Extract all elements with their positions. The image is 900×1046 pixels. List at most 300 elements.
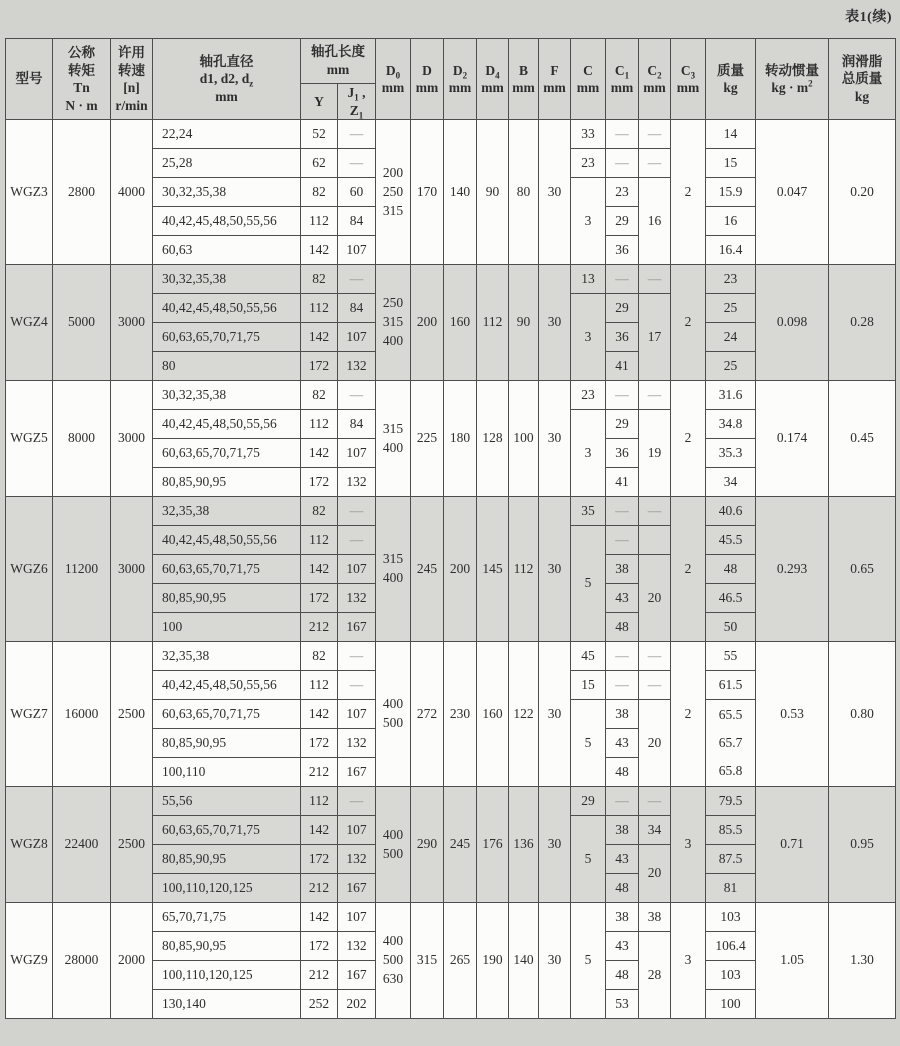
cell-speed: 3000 (111, 497, 153, 642)
header-mass: 质量 kg (706, 39, 756, 120)
cell-b: 112 (509, 497, 539, 642)
cell-d2: 230 (444, 642, 477, 787)
cell-j1z1: 132 (338, 932, 376, 961)
header-speed: 许用 转速 [n] r/min (111, 39, 153, 120)
cell-inertia: 0.098 (756, 265, 829, 381)
cell-c2: — (639, 642, 671, 671)
cell-b: 90 (509, 265, 539, 381)
cell-c1: 29 (606, 410, 639, 439)
table-row (6, 642, 896, 671)
cell-mass: 87.5 (706, 845, 756, 874)
header-D: D mm (411, 39, 444, 120)
cell-bores: 100,110,120,125 (153, 961, 301, 990)
cell-d2: 180 (444, 381, 477, 497)
cell-mass: 15.9 (706, 178, 756, 207)
cell-f: 30 (539, 381, 571, 497)
cell-d0: 315 400 (376, 381, 411, 497)
cell-d4: 160 (477, 642, 509, 787)
cell-y: 82 (301, 265, 338, 294)
cell-mass: 85.5 (706, 816, 756, 845)
cell-c1: — (606, 120, 639, 149)
header-C: C mm (571, 39, 606, 120)
cell-mass: 65.5 65.7 65.8 (706, 700, 756, 787)
cell-speed: 2500 (111, 787, 153, 903)
cell-d4: 112 (477, 265, 509, 381)
cell-torque: 22400 (53, 787, 111, 903)
cell-c1: — (606, 787, 639, 816)
cell-j1z1: 107 (338, 816, 376, 845)
cell-j1z1: 167 (338, 874, 376, 903)
cell-f: 30 (539, 265, 571, 381)
cell-y: 142 (301, 700, 338, 729)
cell-bores: 60,63,65,70,71,75 (153, 555, 301, 584)
cell-mass: 15 (706, 149, 756, 178)
cell-y: 212 (301, 874, 338, 903)
cell-y: 112 (301, 671, 338, 700)
cell-y: 252 (301, 990, 338, 1019)
cell-c2 (639, 526, 671, 555)
cell-mass: 35.3 (706, 439, 756, 468)
cell-b: 80 (509, 120, 539, 265)
cell-c1: 41 (606, 468, 639, 497)
header-D0: $D_0$ mm (376, 39, 411, 120)
cell-d0: 250 315 400 (376, 265, 411, 381)
cell-c1: 43 (606, 932, 639, 961)
cell-c1: 29 (606, 294, 639, 323)
cell-mass: 34 (706, 468, 756, 497)
cell-y: 142 (301, 236, 338, 265)
cell-c2: 38 (639, 903, 671, 932)
cell-bores: 55,56 (153, 787, 301, 816)
header-inertia: 转动惯量 kg · $m^2$ (756, 39, 829, 120)
cell-c3: 3 (671, 903, 706, 1019)
cell-mass: 16.4 (706, 236, 756, 265)
cell-b: 100 (509, 381, 539, 497)
cell-d: 245 (411, 497, 444, 642)
cell-c: 45 (571, 642, 606, 671)
cell-c1: — (606, 671, 639, 700)
cell-c2: 28 (639, 932, 671, 1019)
cell-y: 172 (301, 729, 338, 758)
cell-y: 82 (301, 642, 338, 671)
cell-c2: — (639, 381, 671, 410)
cell-c2: 20 (639, 555, 671, 642)
cell-j1z1: 107 (338, 555, 376, 584)
cell-c2: 19 (639, 410, 671, 497)
cell-y: 142 (301, 816, 338, 845)
cell-mass: 100 (706, 990, 756, 1019)
cell-bores: 60,63,65,70,71,75 (153, 700, 301, 729)
cell-y: 112 (301, 294, 338, 323)
cell-torque: 11200 (53, 497, 111, 642)
cell-bores: 60,63,65,70,71,75 (153, 439, 301, 468)
cell-inertia: 1.05 (756, 903, 829, 1019)
table-row (6, 787, 896, 816)
cell-j1z1: 132 (338, 845, 376, 874)
cell-b: 140 (509, 903, 539, 1019)
cell-y: 172 (301, 468, 338, 497)
cell-f: 30 (539, 903, 571, 1019)
header-F: F mm (539, 39, 571, 120)
cell-b: 122 (509, 642, 539, 787)
header-bore-length: 轴孔长度 mm (301, 39, 376, 84)
cell-f: 30 (539, 497, 571, 642)
cell-c1: 38 (606, 903, 639, 932)
cell-y: 172 (301, 584, 338, 613)
cell-y: 212 (301, 613, 338, 642)
cell-d4: 90 (477, 120, 509, 265)
cell-j1z1: 107 (338, 439, 376, 468)
cell-d2: 200 (444, 497, 477, 642)
cell-j1z1: 202 (338, 990, 376, 1019)
cell-d: 200 (411, 265, 444, 381)
cell-torque: 16000 (53, 642, 111, 787)
table-row (6, 497, 896, 526)
cell-d2: 160 (444, 265, 477, 381)
cell-j1z1: 107 (338, 700, 376, 729)
cell-mass: 103 (706, 903, 756, 932)
cell-c2: 20 (639, 845, 671, 903)
cell-bores: 40,42,45,48,50,55,56 (153, 526, 301, 555)
cell-c1: 38 (606, 700, 639, 729)
cell-speed: 4000 (111, 120, 153, 265)
cell-mass: 16 (706, 207, 756, 236)
cell-bores: 80,85,90,95 (153, 584, 301, 613)
cell-c: 15 (571, 671, 606, 700)
cell-j1z1: — (338, 381, 376, 410)
header-Y: Y (301, 84, 338, 120)
cell-d0: 315 400 (376, 497, 411, 642)
cell-j1z1: 167 (338, 613, 376, 642)
cell-y: 212 (301, 758, 338, 787)
cell-j1z1: 132 (338, 468, 376, 497)
cell-d: 272 (411, 642, 444, 787)
cell-c2: — (639, 120, 671, 149)
cell-mass: 79.5 (706, 787, 756, 816)
cell-model: WGZ5 (6, 381, 53, 497)
cell-c1: 36 (606, 236, 639, 265)
cell-j1z1: 132 (338, 352, 376, 381)
cell-c1: — (606, 497, 639, 526)
cell-y: 62 (301, 149, 338, 178)
cell-j1z1: 132 (338, 729, 376, 758)
cell-mass: 34.8 (706, 410, 756, 439)
cell-c: 5 (571, 526, 606, 642)
header-D4: $D_4$ mm (477, 39, 509, 120)
cell-j1z1: — (338, 497, 376, 526)
cell-grease: 1.30 (829, 903, 896, 1019)
cell-grease: 0.80 (829, 642, 896, 787)
cell-c: 3 (571, 178, 606, 265)
cell-j1z1: — (338, 149, 376, 178)
cell-c1: — (606, 642, 639, 671)
cell-speed: 3000 (111, 381, 153, 497)
cell-j1z1: 84 (338, 207, 376, 236)
cell-c: 5 (571, 816, 606, 903)
cell-j1z1: 107 (338, 323, 376, 352)
cell-j1z1: 84 (338, 410, 376, 439)
cell-y: 112 (301, 207, 338, 236)
cell-bores: 60,63 (153, 236, 301, 265)
cell-c: 23 (571, 149, 606, 178)
header-J1Z1: $J_1$ , $Z_1$ (338, 84, 376, 120)
cell-c1: — (606, 265, 639, 294)
cell-bores: 40,42,45,48,50,55,56 (153, 671, 301, 700)
cell-mass: 45.5 (706, 526, 756, 555)
cell-y: 142 (301, 555, 338, 584)
cell-c2: 34 (639, 816, 671, 845)
cell-mass: 61.5 (706, 671, 756, 700)
table-head (6, 39, 896, 120)
cell-y: 212 (301, 961, 338, 990)
cell-inertia: 0.71 (756, 787, 829, 903)
cell-grease: 0.45 (829, 381, 896, 497)
cell-d4: 128 (477, 381, 509, 497)
cell-y: 172 (301, 845, 338, 874)
cell-c1: 43 (606, 845, 639, 874)
cell-c: 3 (571, 294, 606, 381)
cell-bores: 65,70,71,75 (153, 903, 301, 932)
cell-mass: 24 (706, 323, 756, 352)
cell-inertia: 0.174 (756, 381, 829, 497)
cell-mass: 106.4 (706, 932, 756, 961)
cell-mass: 25 (706, 352, 756, 381)
header-grease: 润滑脂 总质量 kg (829, 39, 896, 120)
cell-mass: 14 (706, 120, 756, 149)
cell-c1: — (606, 149, 639, 178)
cell-c2: — (639, 265, 671, 294)
cell-c1: 48 (606, 874, 639, 903)
cell-speed: 3000 (111, 265, 153, 381)
cell-j1z1: 84 (338, 294, 376, 323)
cell-torque: 28000 (53, 903, 111, 1019)
cell-y: 82 (301, 381, 338, 410)
cell-c1: 29 (606, 207, 639, 236)
header-C1: $C_1$ mm (606, 39, 639, 120)
cell-torque: 2800 (53, 120, 111, 265)
cell-c2: — (639, 149, 671, 178)
cell-c: 35 (571, 497, 606, 526)
cell-c3: 2 (671, 265, 706, 381)
cell-speed: 2000 (111, 903, 153, 1019)
cell-d4: 145 (477, 497, 509, 642)
cell-c: 3 (571, 410, 606, 497)
cell-model: WGZ6 (6, 497, 53, 642)
header-model: 型号 (6, 39, 53, 120)
cell-y: 112 (301, 526, 338, 555)
table-row (6, 120, 896, 149)
cell-model: WGZ4 (6, 265, 53, 381)
cell-c1: 36 (606, 323, 639, 352)
cell-c1: 48 (606, 613, 639, 642)
cell-bores: 80,85,90,95 (153, 468, 301, 497)
cell-mass: 103 (706, 961, 756, 990)
cell-bores: 100,110,120,125 (153, 874, 301, 903)
cell-j1z1: — (338, 787, 376, 816)
cell-c1: 41 (606, 352, 639, 381)
cell-grease: 0.65 (829, 497, 896, 642)
table-row (6, 903, 896, 932)
cell-c1: 48 (606, 961, 639, 990)
cell-model: WGZ3 (6, 120, 53, 265)
cell-d2: 140 (444, 120, 477, 265)
cell-b: 136 (509, 787, 539, 903)
cell-c1: — (606, 381, 639, 410)
cell-f: 30 (539, 120, 571, 265)
cell-c1: 53 (606, 990, 639, 1019)
cell-y: 172 (301, 352, 338, 381)
cell-d: 170 (411, 120, 444, 265)
cell-c: 5 (571, 903, 606, 1019)
cell-d4: 176 (477, 787, 509, 903)
cell-f: 30 (539, 787, 571, 903)
cell-c2: — (639, 671, 671, 700)
cell-d0: 400 500 630 (376, 903, 411, 1019)
cell-c2: — (639, 497, 671, 526)
cell-bores: 25,28 (153, 149, 301, 178)
table-caption: 表1(续) (845, 10, 892, 25)
cell-c2: 16 (639, 178, 671, 265)
cell-mass: 55 (706, 642, 756, 671)
cell-c: 13 (571, 265, 606, 294)
cell-grease: 0.28 (829, 265, 896, 381)
cell-j1z1: — (338, 671, 376, 700)
cell-bores: 60,63,65,70,71,75 (153, 323, 301, 352)
cell-j1z1: 167 (338, 758, 376, 787)
cell-bores: 30,32,35,38 (153, 381, 301, 410)
cell-c3: 2 (671, 497, 706, 642)
cell-d2: 245 (444, 787, 477, 903)
table-row (6, 265, 896, 294)
cell-c: 33 (571, 120, 606, 149)
cell-mass: 50 (706, 613, 756, 642)
cell-inertia: 0.53 (756, 642, 829, 787)
cell-y: 142 (301, 323, 338, 352)
cell-c3: 2 (671, 120, 706, 265)
cell-bores: 100 (153, 613, 301, 642)
cell-mass: 40.6 (706, 497, 756, 526)
cell-c3: 3 (671, 787, 706, 903)
cell-c2: 20 (639, 700, 671, 787)
cell-c1: 48 (606, 758, 639, 787)
cell-mass: 23 (706, 265, 756, 294)
cell-bores: 40,42,45,48,50,55,56 (153, 294, 301, 323)
cell-d0: 200 250 315 (376, 120, 411, 265)
header-C2: $C_2$ mm (639, 39, 671, 120)
header-bore-diameter: 轴孔直径 d1, d2, $d_z$ mm (153, 39, 301, 120)
cell-j1z1: — (338, 526, 376, 555)
cell-bores: 32,35,38 (153, 497, 301, 526)
cell-c2: — (639, 787, 671, 816)
cell-j1z1: — (338, 642, 376, 671)
cell-bores: 80,85,90,95 (153, 845, 301, 874)
cell-c: 5 (571, 700, 606, 787)
cell-bores: 80 (153, 352, 301, 381)
cell-y: 82 (301, 178, 338, 207)
cell-bores: 100,110 (153, 758, 301, 787)
cell-y: 142 (301, 903, 338, 932)
cell-d: 225 (411, 381, 444, 497)
cell-y: 112 (301, 787, 338, 816)
cell-model: WGZ7 (6, 642, 53, 787)
table-row (6, 381, 896, 410)
cell-c1: 23 (606, 178, 639, 207)
cell-speed: 2500 (111, 642, 153, 787)
cell-c: 23 (571, 381, 606, 410)
cell-y: 82 (301, 497, 338, 526)
cell-j1z1: 132 (338, 584, 376, 613)
header-torque: 公称 转矩 Tn N · m (53, 39, 111, 120)
table-body (6, 120, 896, 1019)
cell-torque: 8000 (53, 381, 111, 497)
cell-f: 30 (539, 642, 571, 787)
cell-d0: 400 500 (376, 787, 411, 903)
cell-inertia: 0.293 (756, 497, 829, 642)
cell-j1z1: 167 (338, 961, 376, 990)
cell-bores: 32,35,38 (153, 642, 301, 671)
cell-c3: 2 (671, 642, 706, 787)
cell-bores: 130,140 (153, 990, 301, 1019)
header-B: B mm (509, 39, 539, 120)
cell-c1: 36 (606, 439, 639, 468)
cell-d0: 400 500 (376, 642, 411, 787)
cell-bores: 80,85,90,95 (153, 932, 301, 961)
header-D2: $D_2$ mm (444, 39, 477, 120)
cell-bores: 80,85,90,95 (153, 729, 301, 758)
cell-grease: 0.20 (829, 120, 896, 265)
cell-model: WGZ9 (6, 903, 53, 1019)
cell-bores: 60,63,65,70,71,75 (153, 816, 301, 845)
cell-c1: 43 (606, 584, 639, 613)
cell-model: WGZ8 (6, 787, 53, 903)
cell-c3: 2 (671, 381, 706, 497)
cell-d: 315 (411, 903, 444, 1019)
cell-inertia: 0.047 (756, 120, 829, 265)
cell-c1: 38 (606, 555, 639, 584)
cell-y: 112 (301, 410, 338, 439)
cell-c2: 17 (639, 294, 671, 381)
cell-mass: 81 (706, 874, 756, 903)
cell-mass: 31.6 (706, 381, 756, 410)
cell-j1z1: — (338, 265, 376, 294)
cell-c1: 38 (606, 816, 639, 845)
cell-bores: 30,32,35,38 (153, 265, 301, 294)
cell-d4: 190 (477, 903, 509, 1019)
cell-d: 290 (411, 787, 444, 903)
cell-y: 142 (301, 439, 338, 468)
cell-c1: — (606, 526, 639, 555)
cell-mass: 46.5 (706, 584, 756, 613)
header-C3: $C_3$ mm (671, 39, 706, 120)
cell-y: 172 (301, 932, 338, 961)
cell-j1z1: 107 (338, 236, 376, 265)
cell-grease: 0.95 (829, 787, 896, 903)
cell-d2: 265 (444, 903, 477, 1019)
cell-bores: 40,42,45,48,50,55,56 (153, 410, 301, 439)
cell-j1z1: 107 (338, 903, 376, 932)
cell-torque: 5000 (53, 265, 111, 381)
cell-j1z1: — (338, 120, 376, 149)
cell-bores: 22,24 (153, 120, 301, 149)
cell-mass: 48 (706, 555, 756, 584)
cell-j1z1: 60 (338, 178, 376, 207)
cell-y: 52 (301, 120, 338, 149)
cell-bores: 40,42,45,48,50,55,56 (153, 207, 301, 236)
cell-c1: 43 (606, 729, 639, 758)
cell-bores: 30,32,35,38 (153, 178, 301, 207)
cell-mass: 25 (706, 294, 756, 323)
coupling-spec-table (5, 38, 896, 1019)
